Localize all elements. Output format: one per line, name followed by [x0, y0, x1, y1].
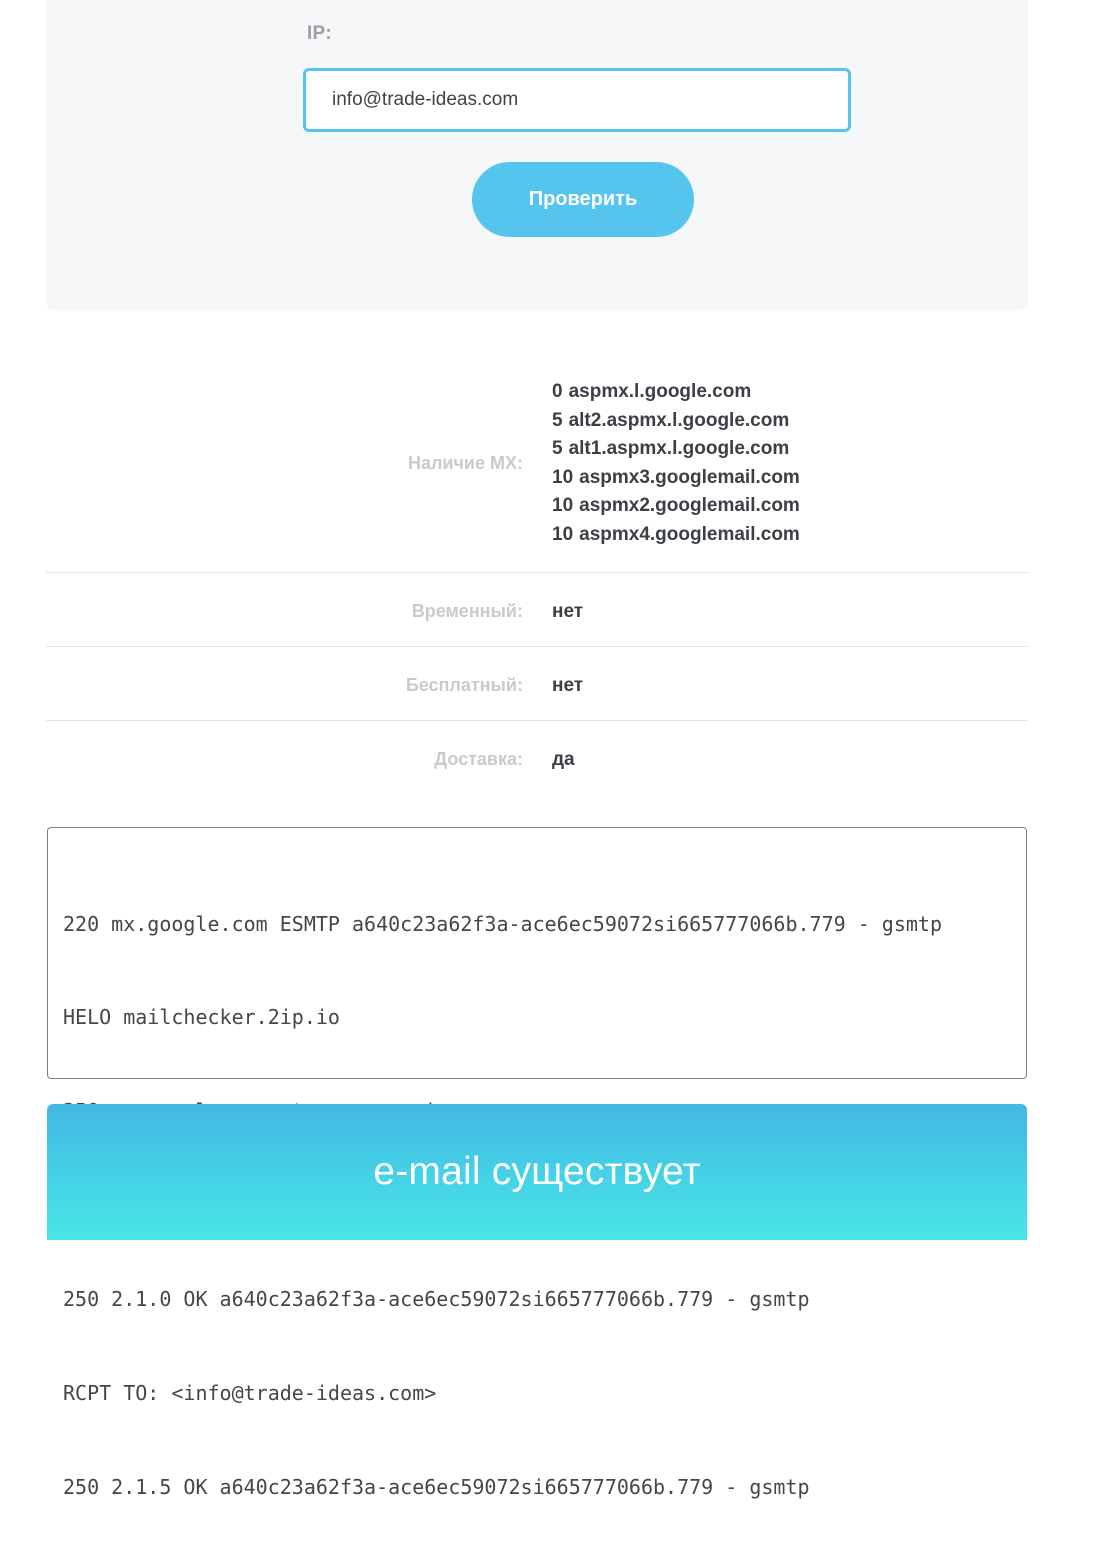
delivery-value: да	[552, 749, 575, 770]
mx-host: aspmx2.googlemail.com	[579, 495, 800, 517]
mx-record	[552, 407, 800, 436]
delivery-label: Доставка:	[434, 749, 523, 769]
smtp-log-line: 250 2.1.5 OK a640c23a62f3a-ace6ec59072si665777066b.779 - gsmtp	[63, 1474, 810, 1499]
mx-record	[552, 378, 800, 407]
mx-host: alt1.aspmx.l.google.com	[568, 438, 790, 460]
temporary-value: нет	[552, 601, 584, 622]
mx-record	[552, 464, 800, 493]
mx-priority: 5	[552, 409, 563, 431]
mx-result-row	[46, 368, 1028, 573]
smtp-log-line: 220 mx.google.com ESMTP a640c23a62f3a-ace6ec59072si665777066b.779 - gsmtp	[63, 911, 942, 936]
free-label: Бесплатный:	[405, 675, 523, 695]
check-button[interactable]: Проверить	[472, 162, 694, 237]
delivery-result-row	[46, 721, 1028, 795]
temporary-label: Временный:	[411, 601, 523, 621]
mx-priority: 0	[552, 381, 563, 402]
ip-label: IP:	[307, 23, 332, 44]
mx-priority: 10	[552, 466, 574, 488]
temporary-result-row	[46, 573, 1028, 647]
results-table	[46, 368, 1028, 795]
mx-host: aspmx3.googlemail.com	[579, 466, 800, 488]
mx-host: alt2.aspmx.l.google.com	[568, 409, 790, 431]
mx-host: aspmx.l.google.com	[568, 381, 752, 402]
smtp-log-line: RCPT TO: <info@trade-ideas.com>	[63, 1381, 437, 1406]
mx-priority: 10	[552, 523, 574, 545]
mx-record	[552, 521, 800, 550]
mx-priority: 5	[552, 438, 563, 460]
email-check-form	[46, 0, 1028, 310]
mx-host: aspmx4.googlemail.com	[579, 523, 800, 545]
mx-record	[552, 492, 800, 521]
mx-record	[552, 435, 800, 464]
mx-label: Наличие MX:	[407, 453, 523, 473]
mx-priority: 10	[552, 495, 574, 517]
smtp-log-line: 250 2.1.0 OK a640c23a62f3a-ace6ec59072si665777066b.779 - gsmtp	[63, 1287, 810, 1312]
free-value: нет	[552, 675, 584, 696]
email-exists-status-banner: e-mail существует	[47, 1104, 1027, 1240]
smtp-log-line: HELO mailchecker.2ip.io	[63, 1005, 340, 1030]
mx-record-list	[552, 378, 800, 550]
email-input[interactable]	[303, 68, 851, 132]
free-result-row	[46, 647, 1028, 721]
